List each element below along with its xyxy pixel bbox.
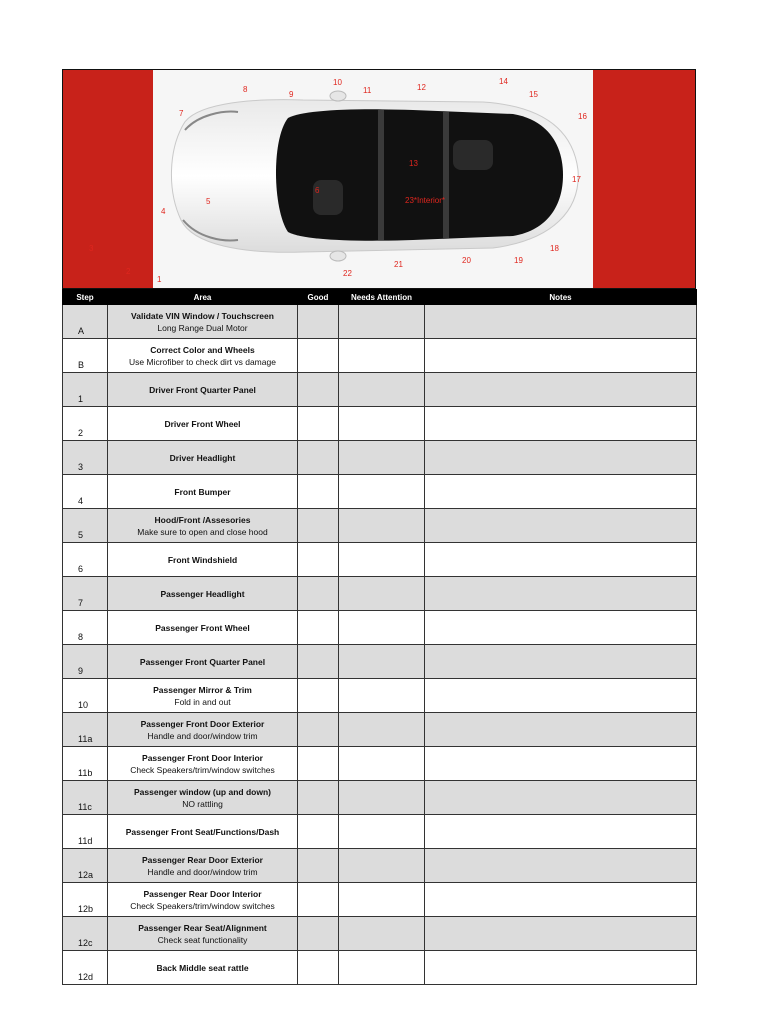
area-cell <box>108 815 298 849</box>
good-checkbox-cell[interactable] <box>298 339 339 373</box>
car-top-view-icon <box>153 70 593 288</box>
table-row <box>63 339 697 373</box>
step-cell: 11b <box>63 747 108 781</box>
callout-label: 17 <box>572 175 581 184</box>
area-cell <box>108 713 298 747</box>
area-title: Passenger window (up and down) <box>134 786 271 797</box>
notes-cell[interactable] <box>425 475 697 509</box>
good-checkbox-cell[interactable] <box>298 373 339 407</box>
needs-attention-checkbox-cell[interactable] <box>339 815 425 849</box>
needs-attention-checkbox-cell[interactable] <box>339 679 425 713</box>
area-cell <box>108 407 298 441</box>
notes-cell[interactable] <box>425 849 697 883</box>
area-subtitle: Check seat functionality <box>157 934 248 945</box>
area-cell <box>108 849 298 883</box>
good-checkbox-cell[interactable] <box>298 917 339 951</box>
area-cell <box>108 577 298 611</box>
table-row <box>63 305 697 339</box>
area-cell <box>108 509 298 543</box>
area-cell <box>108 441 298 475</box>
notes-cell[interactable] <box>425 679 697 713</box>
area-subtitle: Long Range Dual Motor <box>157 322 248 333</box>
table-row <box>63 509 697 543</box>
car-top-view-image <box>153 70 593 288</box>
table-row <box>63 407 697 441</box>
table-row <box>63 747 697 781</box>
callout-label: 4 <box>161 207 166 216</box>
step-column-header: Step <box>63 290 108 305</box>
step-cell: 5 <box>63 509 108 543</box>
area-title: Front Bumper <box>174 486 231 497</box>
area-title: Driver Front Wheel <box>164 418 241 429</box>
needs-attention-checkbox-cell[interactable] <box>339 645 425 679</box>
car-diagram-banner <box>62 69 696 289</box>
notes-cell[interactable] <box>425 713 697 747</box>
step-cell: 12c <box>63 917 108 951</box>
table-row <box>63 679 697 713</box>
good-checkbox-cell[interactable] <box>298 543 339 577</box>
step-cell: 12b <box>63 883 108 917</box>
good-checkbox-cell[interactable] <box>298 679 339 713</box>
area-cell <box>108 611 298 645</box>
needs-attention-checkbox-cell[interactable] <box>339 917 425 951</box>
callout-label: 8 <box>243 85 248 94</box>
table-row <box>63 883 697 917</box>
inspection-table <box>62 289 697 985</box>
area-title: Front Windshield <box>167 554 238 565</box>
table-row <box>63 373 697 407</box>
notes-cell[interactable] <box>425 645 697 679</box>
notes-cell[interactable] <box>425 883 697 917</box>
callout-label: 21 <box>394 260 403 269</box>
callout-label: 23*Interior* <box>405 196 446 205</box>
good-checkbox-cell[interactable] <box>298 883 339 917</box>
needs-attention-checkbox-cell[interactable] <box>339 713 425 747</box>
notes-cell[interactable] <box>425 951 697 985</box>
good-checkbox-cell[interactable] <box>298 781 339 815</box>
area-title: Passenger Front Wheel <box>155 622 250 633</box>
good-checkbox-cell[interactable] <box>298 815 339 849</box>
needs-attention-checkbox-cell[interactable] <box>339 339 425 373</box>
step-cell: B <box>63 339 108 373</box>
area-title: Driver Headlight <box>169 452 236 463</box>
area-subtitle: Fold in and out <box>174 696 231 707</box>
good-checkbox-cell[interactable] <box>298 509 339 543</box>
area-subtitle: NO rattling <box>182 798 223 809</box>
callout-label: 6 <box>315 186 320 195</box>
step-cell: 1 <box>63 373 108 407</box>
inspection-sheet <box>62 69 696 985</box>
step-cell: 9 <box>63 645 108 679</box>
area-title: Validate VIN Window / Touchscreen <box>131 310 274 321</box>
needs-attention-checkbox-cell[interactable] <box>339 577 425 611</box>
table-row <box>63 543 697 577</box>
table-row <box>63 917 697 951</box>
step-cell: 10 <box>63 679 108 713</box>
area-title: Passenger Front Door Exterior <box>140 718 265 729</box>
area-title: Passenger Rear Door Interior <box>143 888 262 899</box>
area-subtitle: Use Microfiber to check dirt vs damage <box>129 356 276 367</box>
area-title: Correct Color and Wheels <box>150 344 255 355</box>
area-cell <box>108 373 298 407</box>
good-checkbox-cell[interactable] <box>298 475 339 509</box>
step-cell: A <box>63 305 108 339</box>
needs-attention-checkbox-cell[interactable] <box>339 305 425 339</box>
needs-attention-checkbox-cell[interactable] <box>339 781 425 815</box>
table-row <box>63 441 697 475</box>
area-subtitle: Handle and door/window trim <box>147 730 258 741</box>
notes-cell[interactable] <box>425 815 697 849</box>
needs-attention-checkbox-cell[interactable] <box>339 475 425 509</box>
needs-attention-checkbox-cell[interactable] <box>339 611 425 645</box>
callout-label: 2 <box>126 267 131 276</box>
callout-label: 3 <box>89 244 94 253</box>
area-title: Passenger Front Quarter Panel <box>139 656 266 667</box>
good-checkbox-cell[interactable] <box>298 645 339 679</box>
area-cell <box>108 883 298 917</box>
notes-cell[interactable] <box>425 305 697 339</box>
callout-label: 10 <box>333 78 342 87</box>
table-header-row <box>63 290 697 305</box>
table-row <box>63 951 697 985</box>
step-cell: 11d <box>63 815 108 849</box>
area-cell <box>108 781 298 815</box>
good-checkbox-cell[interactable] <box>298 611 339 645</box>
area-cell <box>108 339 298 373</box>
area-cell <box>108 747 298 781</box>
needs-attention-checkbox-cell[interactable] <box>339 543 425 577</box>
table-row <box>63 815 697 849</box>
area-title: Passenger Headlight <box>160 588 245 599</box>
step-cell: 4 <box>63 475 108 509</box>
step-cell: 12a <box>63 849 108 883</box>
area-cell <box>108 543 298 577</box>
table-row <box>63 849 697 883</box>
needs-attention-checkbox-cell[interactable] <box>339 407 425 441</box>
notes-cell[interactable] <box>425 747 697 781</box>
area-title: Passenger Front Door Interior <box>142 752 263 763</box>
needs-attention-checkbox-cell[interactable] <box>339 373 425 407</box>
table-body <box>63 305 697 985</box>
table-row <box>63 713 697 747</box>
table-row <box>63 611 697 645</box>
area-cell <box>108 305 298 339</box>
needs-attention-column-header: Needs Attention <box>339 290 425 305</box>
good-checkbox-cell[interactable] <box>298 951 339 985</box>
callout-label: 1 <box>157 275 162 284</box>
needs-attention-checkbox-cell[interactable] <box>339 441 425 475</box>
step-cell: 3 <box>63 441 108 475</box>
good-checkbox-cell[interactable] <box>298 713 339 747</box>
table-row <box>63 577 697 611</box>
notes-cell[interactable] <box>425 611 697 645</box>
area-title: Passenger Rear Door Exterior <box>142 854 263 865</box>
notes-cell[interactable] <box>425 917 697 951</box>
needs-attention-checkbox-cell[interactable] <box>339 951 425 985</box>
good-checkbox-cell[interactable] <box>298 441 339 475</box>
area-title: Hood/Front /Assesories <box>154 514 251 525</box>
area-subtitle: Handle and door/window trim <box>147 866 258 877</box>
good-checkbox-cell[interactable] <box>298 849 339 883</box>
area-cell <box>108 475 298 509</box>
callout-label: 9 <box>289 90 294 99</box>
good-checkbox-cell[interactable] <box>298 747 339 781</box>
notes-cell[interactable] <box>425 543 697 577</box>
notes-cell[interactable] <box>425 509 697 543</box>
area-cell <box>108 679 298 713</box>
notes-cell[interactable] <box>425 407 697 441</box>
needs-attention-checkbox-cell[interactable] <box>339 509 425 543</box>
step-cell: 11a <box>63 713 108 747</box>
callout-label: 5 <box>206 197 211 206</box>
step-cell: 7 <box>63 577 108 611</box>
notes-cell[interactable] <box>425 441 697 475</box>
area-title: Passenger Rear Seat/Alignment <box>138 922 267 933</box>
notes-cell[interactable] <box>425 373 697 407</box>
table-row <box>63 475 697 509</box>
area-cell <box>108 645 298 679</box>
needs-attention-checkbox-cell[interactable] <box>339 747 425 781</box>
callout-label: 7 <box>179 109 184 118</box>
area-column-header: Area <box>108 290 298 305</box>
step-cell: 6 <box>63 543 108 577</box>
callout-label: 16 <box>578 112 587 121</box>
area-title: Back Middle seat rattle <box>156 962 249 973</box>
step-cell: 2 <box>63 407 108 441</box>
callout-label: 11 <box>363 86 372 95</box>
notes-column-header: Notes <box>425 290 697 305</box>
notes-cell[interactable] <box>425 339 697 373</box>
notes-cell[interactable] <box>425 781 697 815</box>
area-title: Passenger Mirror & Trim <box>153 684 252 695</box>
callout-label: 19 <box>514 256 523 265</box>
callout-label: 15 <box>529 90 538 99</box>
callout-label: 14 <box>499 77 508 86</box>
needs-attention-checkbox-cell[interactable] <box>339 883 425 917</box>
callout-label: 18 <box>550 244 559 253</box>
step-cell: 11c <box>63 781 108 815</box>
good-checkbox-cell[interactable] <box>298 305 339 339</box>
step-cell: 8 <box>63 611 108 645</box>
good-column-header: Good <box>298 290 339 305</box>
callout-label: 13 <box>409 159 418 168</box>
area-title: Passenger Front Seat/Functions/Dash <box>125 826 280 837</box>
area-title: Driver Front Quarter Panel <box>149 384 256 395</box>
table-row <box>63 781 697 815</box>
good-checkbox-cell[interactable] <box>298 407 339 441</box>
area-subtitle: Check Speakers/trim/window switches <box>130 764 275 775</box>
area-cell <box>108 951 298 985</box>
needs-attention-checkbox-cell[interactable] <box>339 849 425 883</box>
table-row <box>63 645 697 679</box>
step-cell: 12d <box>63 951 108 985</box>
callout-label: 20 <box>462 256 471 265</box>
notes-cell[interactable] <box>425 577 697 611</box>
area-subtitle: Check Speakers/trim/window switches <box>130 900 275 911</box>
area-cell <box>108 917 298 951</box>
callout-label: 12 <box>417 83 426 92</box>
good-checkbox-cell[interactable] <box>298 577 339 611</box>
callout-label: 22 <box>343 269 352 278</box>
area-subtitle: Make sure to open and close hood <box>137 526 268 537</box>
